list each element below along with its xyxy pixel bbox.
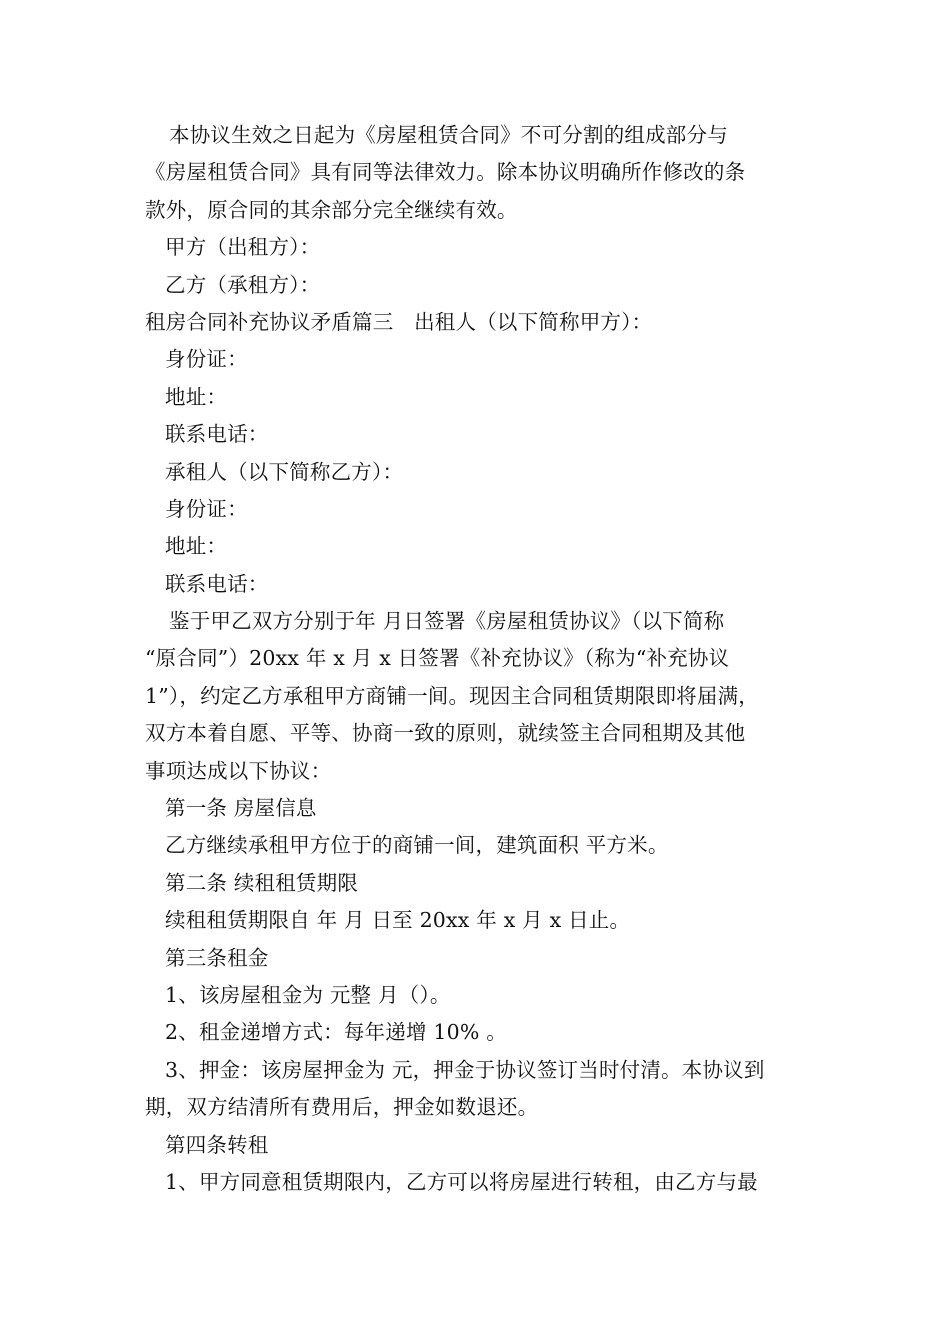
list-item: 2、租金递增方式：每年递增 10% 。 [165,1020,507,1045]
paragraph-line: 1”），约定乙方承租甲方商铺一间。现因主合同租赁期限即将届满， [145,683,759,708]
paragraph-line: 款外，原合同的其余部分完全继续有效。 [145,197,518,222]
party-a-label: 甲方（出租方）： [165,235,321,260]
list-item: 3、押金：该房屋押金为 元，押金于协议签订当时付清。本协议到 [165,1057,765,1082]
phone-label: 联系电话： [165,422,269,447]
id-card-label: 身份证： [165,496,248,521]
paragraph-line: 鉴于甲乙双方分别于年 月日签署《房屋租赁协议》（以下简称 [169,609,725,634]
party-b-label: 乙方（承租方）： [165,272,321,297]
address-label: 地址： [165,384,228,409]
lessee-label: 承租人（以下简称乙方）： [165,459,404,484]
paragraph-line: 期，双方结清所有费用后，押金如数退还。 [145,1095,539,1120]
paragraph-line: 本协议生效之日起为《房屋租赁合同》不可分割的组成部分与 [169,123,728,147]
article-heading: 第三条租金 [165,945,269,970]
article-heading: 第一条 房屋信息 [165,796,317,821]
list-item: 1、甲方同意租赁期限内，乙方可以将房屋进行转租，由乙方与最 [165,1169,758,1194]
paragraph-line: 乙方继续承租甲方位于的商铺一间，建筑面积 平方米。 [165,833,669,858]
article-heading: 第二条 续租租赁期限 [165,870,359,895]
address-label: 地址： [165,534,228,559]
paragraph-line: 双方本着自愿、平等、协商一致的原则，就续签主合同租期及其他 [145,721,746,746]
paragraph-line: 事项达成以下协议： [145,758,332,783]
section-heading: 租房合同补充协议矛盾篇三 出租人（以下简称甲方）： [145,309,653,334]
paragraph-line: “原合同”）20xx 年 x 月 x 日签署《补充协议》（称为“补充协议 [145,646,730,671]
article-heading: 第四条转租 [165,1132,269,1157]
id-card-label: 身份证： [165,347,248,372]
phone-label: 联系电话： [165,571,269,596]
list-item: 1、该房屋租金为 元整 月（）。 [165,982,451,1007]
paragraph-line: 《房屋租赁合同》具有同等法律效力。除本协议明确所作修改的条 [145,160,746,185]
paragraph-line: 续租租赁期限自 年 月 日至 20xx 年 x 月 x 日止。 [165,908,631,933]
document-body [145,117,813,1201]
